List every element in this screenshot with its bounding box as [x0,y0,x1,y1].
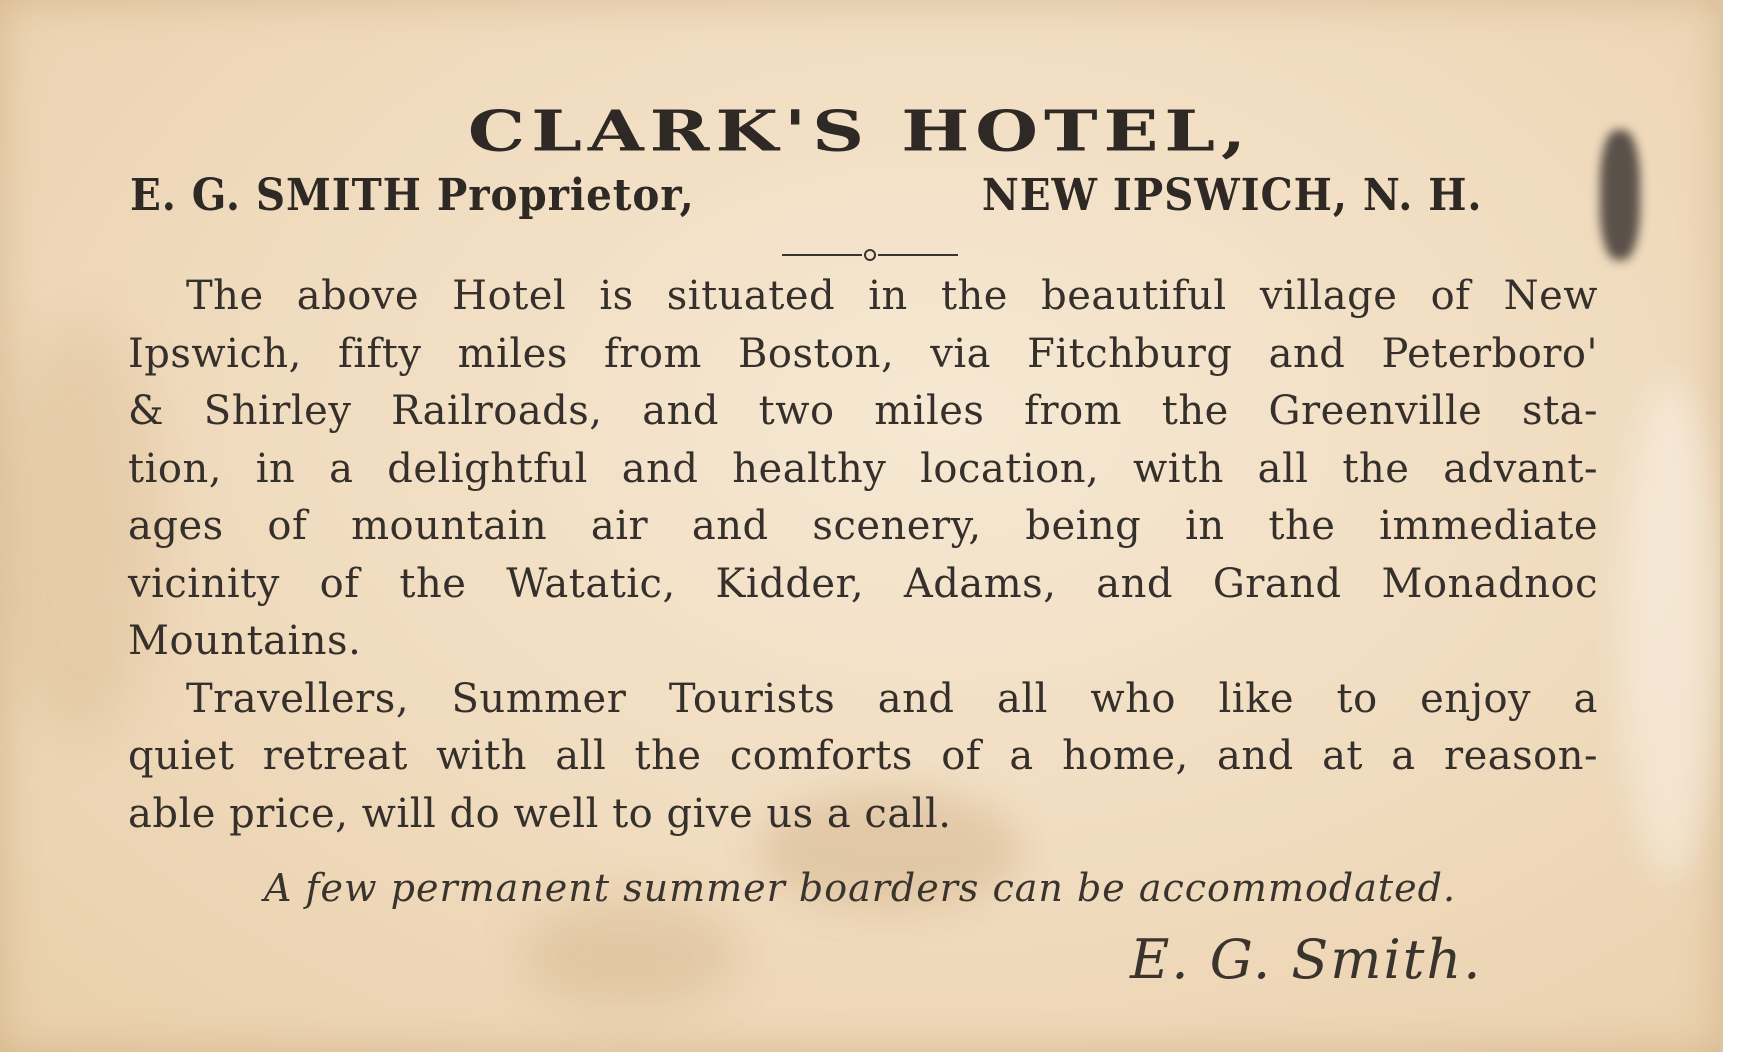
paragraph1-line: Ipswich, fifty miles from Boston, via Fitchburg and Peterboro' [128,330,1598,377]
paragraph1-line: Mountains. [128,618,362,664]
proprietor-text: E. G. SMITH Proprietor, [130,170,695,221]
header-row [130,170,1482,221]
paragraph1-line: tion, in a delightful and healthy location, with all the advant- [128,445,1598,492]
location-text: NEW IPSWICH, N. H. [981,170,1483,221]
boarders-note: A few permanent summer boarders can be accommodated. [263,866,1457,910]
paragraph1-line: & Shirley Railroads, and two miles from the Greenville sta- [128,388,1598,434]
divider-line [878,254,958,256]
hotel-title: CLARK'S HOTEL, [467,97,1253,164]
divider-circle [864,249,876,261]
paragraph1-line: The above Hotel is situated in the beautiful village of New [186,273,1598,319]
ornament-divider [770,245,970,265]
paragraph2-line: Travellers, Summer Tourists and all who like to enjoy a [186,675,1598,722]
paragraph2-line: quiet retreat with all the comforts of a home, and at a reason- [128,733,1598,779]
paragraph2-line: able price, will do well to give us a call. [128,790,952,837]
divider-line [782,254,862,256]
paper-stain [520,900,740,1010]
signature: E. G. Smith. [1130,928,1483,991]
description-body [128,268,1598,843]
paragraph1-line: ages of mountain air and scenery, being in the immediate [128,503,1598,549]
paragraph1-line: vicinity of the Watatic, Kidder, Adams, and Grand Monadnoc [128,560,1598,607]
paper-wear [1620,380,1720,880]
